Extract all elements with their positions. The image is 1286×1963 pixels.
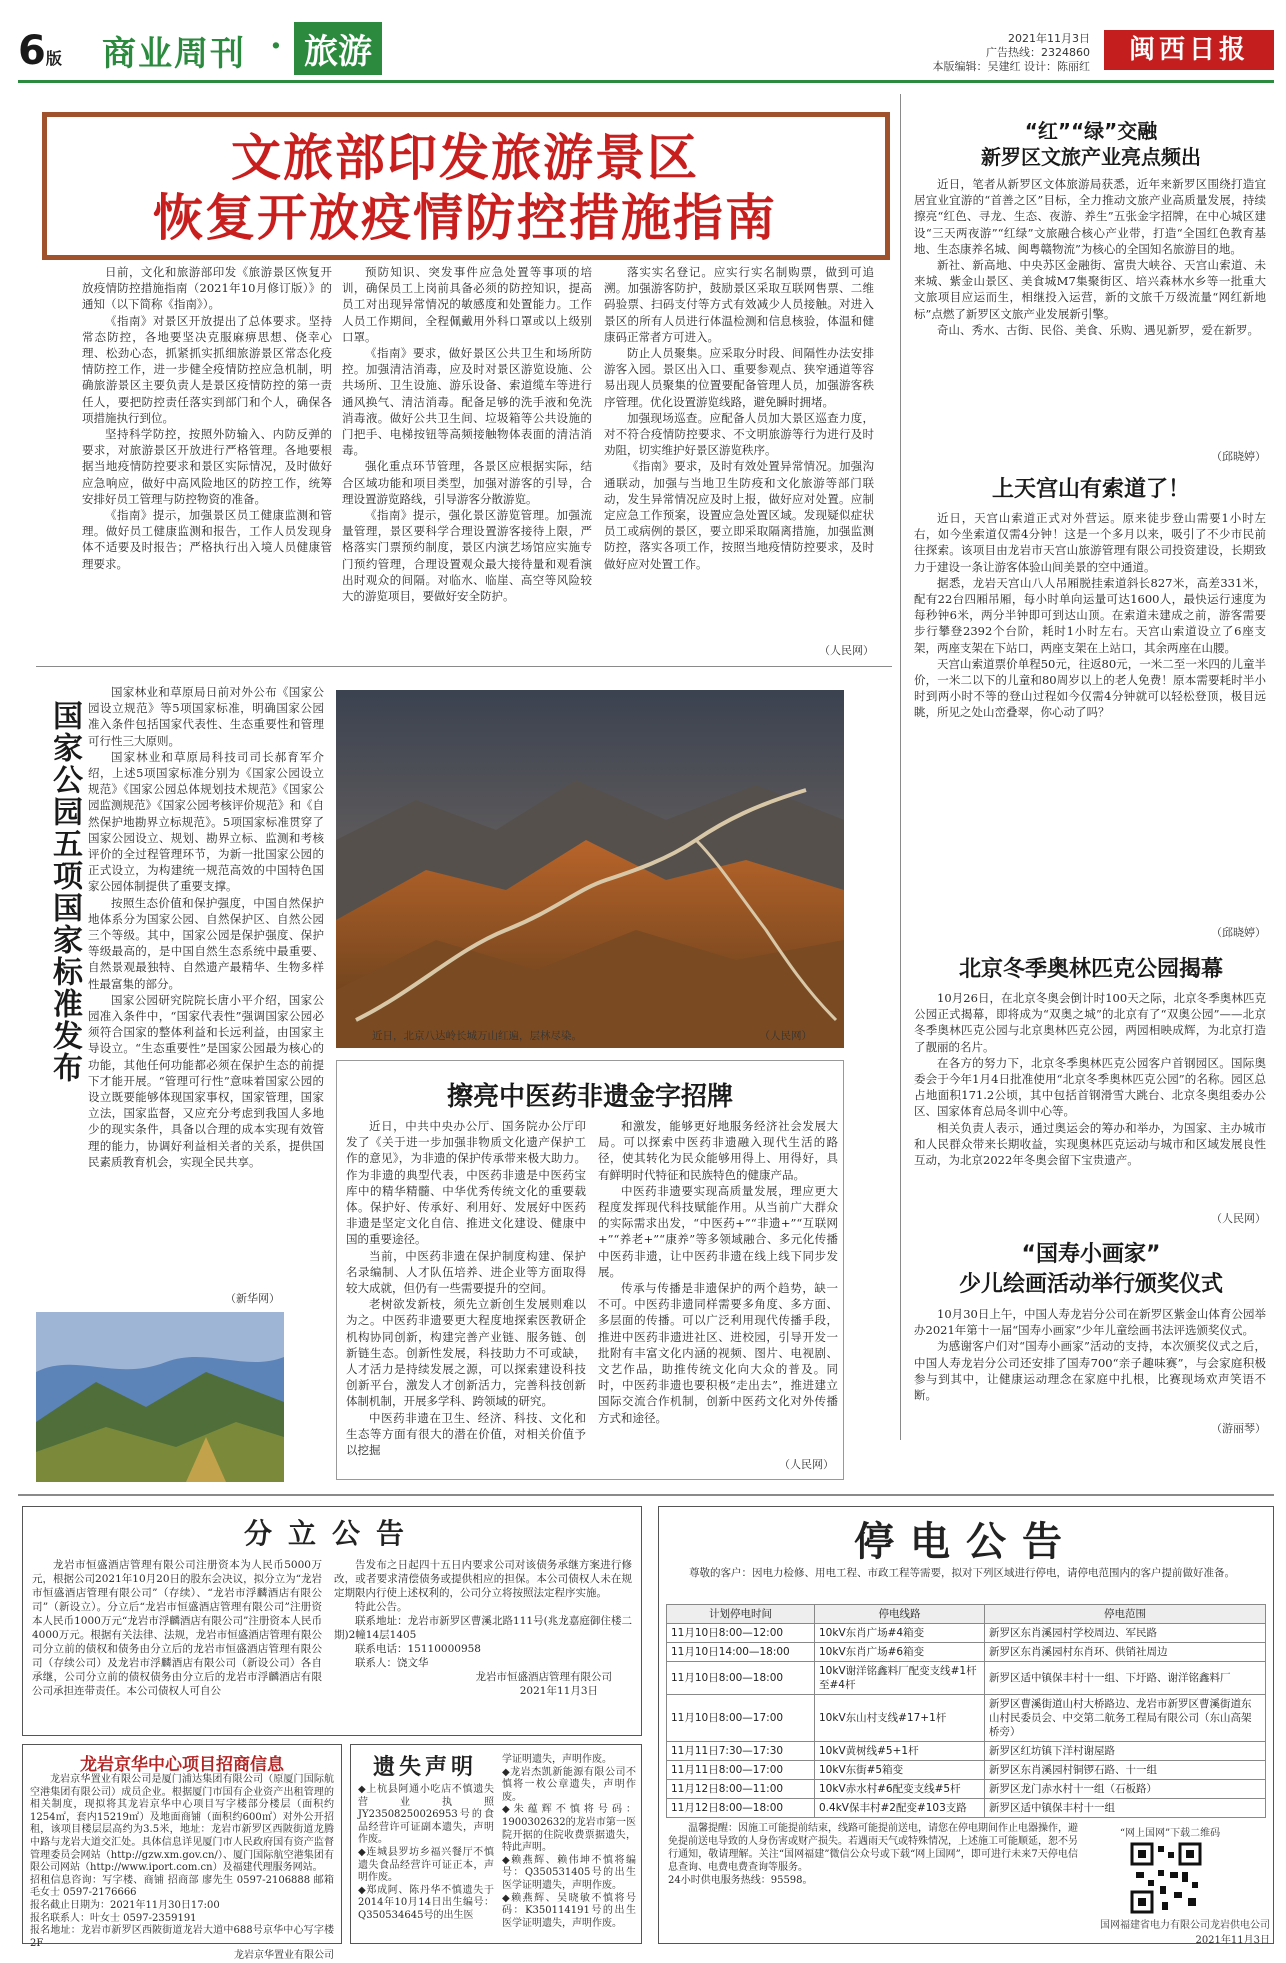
cell-time: 11月10日8:00—17:00	[667, 1695, 815, 1742]
table-row	[667, 1761, 1266, 1780]
feature-col-3: 落实实名登记。应实行实名制购票，做到可追溯。加强游客防护，鼓励景区采取互联网售票、二维码验票、扫码支付等方式有效减少人员接触。对进入景区的所有人员进行体温检测和信息核验，体温和健康码正常者方可进入。 防止人员聚集。应采取分时段、间隔性办法安排游客入园。景区出入口、重要参观点、狭窄通道等容易出现人员聚集的位置要配备管理人员，加强游客秩序管理。优化设置游览线路，避免瞬时拥堵。 加强现场巡查。应配备人员加大景区巡查力度，对不符合疫情防控要求、不文明旅游等行为进行及时劝阻，切实维护好景区游览秩序。 《指南》要求，及时有效处置异常情况。加强沟通联动，加强与当地卫生防疫和文化旅游等部门联动，发生异常情况应及时上报，做好应对处置。应制定应急工作预案，设置应急处置区域。发现疑似症状员工或病例的景区，要立即采取隔离措施，加强监测防控，落实各项工作，按照当地疫情防控要求，及时做好应对处置工作。	[604, 265, 874, 571]
feature-col-2: 预防知识、突发事件应急处置等事项的培训，确保员工上岗前具备必须的防控知识，提高员工对出现异常情况的敏感度和处置能力。工作人员工作期间，全程佩戴用外科口罩或以上级别口罩。 《指南》要求，做好景区公共卫生和场所防控。加强清洁消毒，应及时对景区游览设施、公共场所、卫生设施、游乐设备、索道缆车等进行通风换气、清洁消毒。配备足够的洗手液和免洗消毒液。做好公共卫生间、垃圾箱等公共设施的门把手、电梯按钮等高频接触物体表面的清洁消毒。 强化重点环节管理，各景区应根据实际，结合区域功能和项目类型，加强对游客的引导，合理设置游览路线，引导游客分散游览。 《指南》提示，强化景区游览管理。加强流量管理，景区要科学合理设置游客接待上限，严格落实门票预约制度，景区内演艺场馆应实施专门预约管理，合理设置观众最大接待量和观看演出时观众的间隔。对临水、临崖、高空等风险较大的游览项目，要做好安全防护。	[342, 265, 592, 604]
cell-line: 0.4kV保丰村#2配变#103支路	[815, 1799, 985, 1818]
tcm-col-2: 和激发，能够更好地服务经济社会发展大局。可以探索中医药非遗融入现代生活的路径，使其转化为民众能够用得上、用得好，具有鲜明时代特征和民族特色的健康产品。 中医药非遗要实现高质量发展，理应更大程度发挥现代科技赋能作用。从当前广大群众的实际需求出发，“中医药+”“非遗+”“互联网+”“养老+”“康养”等多领域融合、多元化传播中医药非遗，让中医药非遗在线上线下同步发展。 传承与传播是非遗保护的两个趋势，缺一不可。中医药非遗同样需要多角度、多方面、多层面的传播。可以广泛利用现代传播手段，推进中医药非遗进社区、进校园，引导开发一批附有丰富文化内涵的视频、图片、电视剧、文艺作品，助推传统文化向大众的普及。同时，中医药非遗也要积极“走出去”，推进建立国际交流合作机制，创新中医药文化对外传播方式和途径。	[598, 1119, 838, 1425]
notice-rule	[18, 1494, 1274, 1496]
mountain-photo	[36, 1312, 284, 1482]
article-body-olympic-park: 10月26日，在北京冬奥会倒计时100天之际，北京冬季奥林匹克公园正式揭幕，即将成为“双奥之城”的北京有了“双奥公园”——北京冬季奥林匹克公园与北京奥林匹克公园，两园相映成辉，为北京打造了靓丽的名片。 在各方的努力下，北京冬季奥林匹克公园客户首钢园区。国际奥委会于今年1月4日批准使用“北京冬季奥林匹克公园”的名称。园区总占地面积171.2公顷，其中包括首钢滑雪大跳台、北京冬奥组委办公区、国家体育总局冬训中心等。 相关负责人表示，通过奥运会的筹办和举办，为国家、主办城市和人民群众带来长期收益，实现奥林匹克运动与城市和区域发展良性互动，为北京2022年冬奥会留下宝贵遗产。	[914, 991, 1266, 1168]
article-credit-painter: （游丽琴）	[1211, 1422, 1266, 1435]
cell-area: 新罗区东肖溪园村学校周边、军民路	[985, 1624, 1266, 1643]
table-header: 停电线路	[815, 1605, 985, 1624]
header-rule	[18, 80, 1274, 83]
article-credit-tiangong: （邱晓婷）	[1211, 926, 1266, 939]
newspaper-logo: 闽西日报	[1104, 30, 1274, 70]
issue-date: 2021年11月3日	[1008, 32, 1090, 45]
page-number: 6版	[18, 28, 62, 74]
article-title-tiangong: 上天宫山有索道了！	[991, 477, 1190, 502]
qr-caption: “网上国网”下载二维码	[1119, 1828, 1221, 1839]
cell-line: 10kV东肖广场#6箱变	[815, 1643, 985, 1662]
tcm-col-1: 近日，中共中央办公厅、国务院办公厅印发了《关于进一步加强非物质文化遗产保护工作的意见》，为非遗的保护传承带来极大助力。作为非遗的典型代表，中医药非遗是中医药宝库中的精华精髓、中华优秀传统文化的重要载体。保护好、传承好、利用好、发展好中医药非遗是坚定文化自信、推进文化建设、健康中国的重要途径。 当前，中医药非遗在保护制度构建、保护名录编制、人才队伍培养、进企业等方面取得较大成就，但仍有一些需要提升的空间。 老树欲发新枝，须先立新创生发展则难以为之。中医药非遗要更大程度地探索医教研企机构协同创新，构建完善产业链、服务链、创新链生态。创新性发展，科技助力不可或缺，人才活力是持续发展之源，可以探索建设科技创新平台，激发人才创新活力，完善科技创新体制机制，开展多学科、跨领域的研究。 中医药非遗在卫生、经济、科技、文化和生态等方面有很大的潜在价值，对相关价值予以挖掘	[346, 1119, 586, 1458]
cell-time: 11月10日8:00—18:00	[667, 1662, 815, 1695]
cell-time: 11月11日7:30—17:30	[667, 1742, 815, 1761]
article-credit-redgreen: （邱晓婷）	[1211, 450, 1266, 463]
cell-line: 10kV黄树线#5+1杆	[815, 1742, 985, 1761]
lost-notice-title: 遗失声明	[372, 1755, 477, 1780]
cell-area: 新罗区曹溪街道山村大桥路边、龙岩市新罗区曹溪街道东山村民委员会、中交第二航务工程局有限公司（东山高架桥旁）	[985, 1695, 1266, 1742]
table-row	[667, 1695, 1266, 1742]
cell-area: 新罗区龙门赤水村十一组（石板路）	[985, 1780, 1266, 1799]
feature-title: 文旅部印发旅游景区 恢复开放疫情防控措施指南	[153, 129, 777, 247]
table-header-row	[667, 1605, 1266, 1624]
great-wall-photo	[336, 690, 844, 1048]
editors: 本版编辑：吴建红 设计：陈丽红	[932, 60, 1090, 73]
qr-code-icon	[1130, 1842, 1202, 1914]
lost-notice-col-1: ◆上杭县阿通小吃店不慎遗失营业执照JY23508250026953号的食品经营许可证副本遗失，声明作废。 ◆连城县罗坊乡福兴餐厅不慎遗失食品经营许可证正本，声明作废。 ◆郑成阿、陈丹华不慎遗失于2014年10月14日出生编号：Q350534645号的出生医	[358, 1784, 494, 1921]
table-row	[667, 1643, 1266, 1662]
power-outage-table	[666, 1604, 1266, 1818]
right-column-divider	[900, 94, 901, 1440]
cell-area: 新罗区适中镇保丰村十一组、下圩路、谢洋铭鑫料厂	[985, 1662, 1266, 1695]
article-body-painter: 10月30日上午，中国人寿龙岩分公司在新罗区紫金山体育公园举办2021年第十一届“国寿小画家”少年儿童绘画书法评选颁奖仪式。 为感谢客户们对“国寿小画家”活动的支持，本次颁奖仪式之后，中国人寿龙岩分公司还安排了国寿700“亲子趣味赛”，与会家庭积极参与到其中，让健康运动理念在家庭中扎根，比赛现场欢声笑语不断。	[914, 1307, 1266, 1403]
photo-caption: 近日，北京八达岭长城万山红遍，层林尽染。 （人民网）	[372, 1030, 812, 1042]
section-sub: 旅游	[294, 22, 382, 75]
table-row	[667, 1624, 1266, 1643]
split-notice-col-1: 龙岩市恒盛酒店管理有限公司注册资本为人民币5000万元，根据公司2021年10月20日的股东会决议，拟分立为“龙岩市恒盛酒店管理有限公司”（存续）、“龙岩市浮麟酒店有限公司”（新设立）。分立后“龙岩市恒盛酒店管理有限公司”注册资本人民币1000万元“龙岩市浮麟酒店有限公司”注册资本人民币4000万元。根据有关法律、法规，龙岩市恒盛酒店管理有限公司分立前的债权和债务由分立后的龙岩市恒盛酒店管理有限公司（存续公司）及龙岩市浮麟酒店有限公司（新设公司）各自承继，公司分立前的债权债务由分立后的龙岩市浮麟酒店有限公司承担连带责任。本公司债权人可自公	[32, 1559, 322, 1697]
park-credit: （新华网）	[225, 1292, 280, 1305]
lost-notice-col-2: 学证明遗失，声明作废。 ◆龙岩杰凯新能源有限公司不慎将一枚公章遗失，声明作废。 ◆朱蕴辉不慎将号码：1900302632的龙岩市第一医院开据的住院收费票据遗失，特此声明。 ◆赖燕辉、赖伟坤不慎将编号：Q350531405号的出生医学证明遗失，声明作废。 ◆赖燕辉、吴晓敏不慎将号码：K350114191号的出生医学证明遗失，声明作废。	[502, 1754, 636, 1929]
article-title-olympic-park: 北京冬季奥林匹克公园揭幕	[958, 957, 1223, 982]
feature-col-1: 日前，文化和旅游部印发《旅游景区恢复开放疫情防控措施指南（2021年10月修订版）》的通知（以下简称《指南》）。 《指南》对景区开放提出了总体要求。坚持常态防控，各地要坚决克服麻痹思想、侥幸心理、松劲心态，抓紧抓实抓细旅游景区常态化疫情防控工作，进一步健全疫情防控应急机制，明确旅游景区主要负责人是景区疫情防控的第一责任人，要把防控责任落实到部门和个人，确保各项措施执行到位。 坚持科学防控，按照外防输入、内防反弹的要求，对旅游景区开放进行严格管理。各地要根据当地疫情防控要求和景区实际情况，及时做好应急响应，做好中高风险地区的防控工作，统筹安排好员工管理与防控物资的准备。 《指南》提示，加强景区员工健康监测和管理。做好员工健康监测和报告，工作人员发现身体不适要及时报告；严格执行出入境人员健康管理要求。	[82, 265, 332, 571]
power-notice-title: 停电公告	[854, 1519, 1078, 1565]
project-notice-body: 龙岩京华置业有限公司是厦门浦达集团有限公司（原厦门国际航空港集团有限公司）成员企业。根据厦门市国有企业资产出租管理的相关制度，现拟将其龙岩京华中心项目写字楼部分楼层（面积约1254㎡，套内15219㎡）及地面商铺（面积约600㎡）对外公开招租，该项目楼层层高约为3.5米，地址：龙岩市新罗区西陂街道龙腾中路与龙岩大道交汇处。具体信息详见厦门市人民政府国有资产监督管理委员会网站（http://gzw.xm.gov.cn/）、厦门国际航空港集团有限公司网站（http://www.iport.com.cn）及福建代理服务网站。 招租信息咨询：写字楼、商铺 招商部 廖先生 0597-2106888 邮箱 毛女士 0597-2176666 报名截止日期为：2021年11月30日17:00 报名联系人：叶女士 0597-2359191 报名地址：龙岩市新罗区西陂街道龙岩大道中688号京华中心写字楼2F 龙岩京华置业有限公司	[30, 1774, 334, 1962]
table-row	[667, 1662, 1266, 1695]
article-body-redgreen: 近日，笔者从新罗区文体旅游局获悉，近年来新罗区围绕打造宜居宜业宜游的“首善之区”目标，全力推动文旅产业高质量发展，持续擦亮“红色、寻龙、生态、夜游、养生”五张金字招牌，在中心城区建设“三天两夜游”“红绿”文旅融合核心产业带，打造“全国红色教育基地、生态康养名城、闽粤赣物流”为核心的全国知名旅游目的地。 新社、新高地、中央苏区金融街、富贵大峡谷、天宫山索道、未来城、紫金山景区、美食城M7集聚街区、培兴森林水乡等一批重大文旅项目应运而生，相继投入运营，新的文旅千万级流量“网红新地标”点燃了新罗区文旅产业发展新引擎。 奇山、秀水、古街、民俗、美食、乐购、遇见新罗，爱在新罗。	[914, 177, 1266, 337]
feature-credit: （人民网）	[819, 644, 874, 657]
section-dot: ·	[270, 26, 282, 66]
park-title: 国家公园五项国家标准发布	[47, 700, 82, 1084]
ad-hotline: 广告热线：2324860	[986, 46, 1090, 59]
project-notice-title: 龙岩京华中心项目招商信息	[80, 1755, 284, 1775]
power-notice-intro: 尊敬的客户：因电力检修、用电工程、市政工程等需要，拟对下列区域进行停电，请停电范围内的客户提前做好准备。	[689, 1567, 1235, 1579]
section-name: 商业周刊	[102, 34, 246, 74]
cell-time: 11月10日8:00—12:00	[667, 1624, 815, 1643]
cell-line: 10kV东山村支线#17+1杆	[815, 1695, 985, 1742]
cell-time: 11月11日8:00—17:00	[667, 1761, 815, 1780]
park-body: 国家林业和草原局日前对外公布《国家公园设立规范》等5项国家标准，明确国家公园准入条件包括国家代表性、生态重要性和管理可行性三大原则。 国家林业和草原局科技司司长郝育军介绍，上述5项国家标准分别为《国家公园设立规范》《国家公园总体规划技术规范》《国家公园监测规范》《国家公园考核评价规范》和《自然保护地勘界立标规范》。5项国家标准贯穿了国家公园设立、规划、勘界立标、监测和考核评价的全过程管理环节，为新一批国家公园的正式设立，为构建统一规范高效的中国特色国家公园体制提供了重要支撑。 按照生态价值和保护强度，中国自然保护地体系分为国家公园、自然保护区、自然公园三个等级。其中，国家公园是保护强度、保护等级最高的，是中国自然生态系统中最重要、自然景观最独特、自然遗产最精华、生物多样性最富集的部分。 国家公园研究院院长唐小平介绍，国家公园准入条件中，“国家代表性”强调国家公园必须符合国家的整体利益和长远利益，由国家主导设立。“生态重要性”是国家公园最为核心的功能，其他任何功能都必须在保护生态的前提下才能开展。“管理可行性”意味着国家公园的设立既要能够体现国家事权，国家管理，国家立法，国家监督，又应充分考虑到我国人多地少的现实条件，具备以合理的成本实现有效管理的能力，协调好利益相关者的关系，提供国民素质教育机会，实现全民共享。	[88, 685, 324, 1169]
cell-area: 新罗区适中镇保丰村十一组	[985, 1799, 1266, 1818]
article-title-redgreen: “红”“绿”交融 新罗区文旅产业亮点频出	[981, 119, 1201, 169]
split-notice-title: 分立公告	[243, 1517, 420, 1550]
cell-time: 11月12日8:00—18:00	[667, 1799, 815, 1818]
cell-area: 新罗区红坊镇下洋村谢屋路	[985, 1742, 1266, 1761]
cell-time: 11月10日14:00—18:00	[667, 1643, 815, 1662]
power-notice-tips: 温馨提醒：因施工可能提前结束，线路可能提前送电，请您在停电期间作止电器操作，避免提前送电导致的人身伤害或财产损失。若遇雨天气或特殊情况，上述施工可能顺延，恕不另行通知，敬请理解。关注“国网福建”微信公众号或下载“网上国网”，即可进行未来7天停电信息查询、电费电费查询等服务。 24小时供电服务热线：95598。	[668, 1823, 1078, 1886]
cell-area: 新罗区东肖溪园村东肖环、供销社周边	[985, 1643, 1266, 1662]
article-title-painter: “国寿小画家” 少儿绘画活动举行颁奖仪式	[958, 1242, 1223, 1297]
table-header: 计划停电时间	[667, 1605, 815, 1624]
tcm-credit: （人民网）	[779, 1458, 834, 1471]
feature-bottom-rule	[36, 666, 892, 667]
table-header: 停电范围	[985, 1605, 1266, 1624]
cell-time: 11月12日8:00—11:00	[667, 1780, 815, 1799]
article-body-tiangong: 近日，天宫山索道正式对外营运。原来徒步登山需要1小时左右，如今坐索道仅需4分钟！这是一个多月以来，吸引了不少市民前往探索。该项目由龙岩市天宫山旅游管理有限公司投资建设，长期致力于建设一条让游客体验山间美景的空中通道。 据悉，龙岩天宫山八人吊厢脱挂索道斜长827米，高差331米，配有22台四厢吊厢，每小时单向运量可达1600人，最快运行速度为每秒钟6米，两分半钟即可到达山顶。在索道未建成之前，游客需要步行攀登2392个台阶，耗时1小时左右。天宫山索道设立了6座支架，两座支架在下站口，两座支架在上站口，其余两座在山腰。 天宫山索道票价单程50元，往返80元，一米二至一米四的儿童半价，一米二以下的儿童和80周岁以上的老人免费！原本需要耗时半小时到两小时不等的登山过程如今仅需4分钟就可以轻松登顶，极目远眺，所见之处山峦叠翠，你心动了吗？	[914, 511, 1266, 720]
cell-line: 10kV东街#5箱变	[815, 1761, 985, 1780]
article-credit-olympic-park: （人民网）	[1211, 1212, 1266, 1225]
split-notice-col-2: 告发布之日起四十五日内要求公司对该债务承继方案进行修改，或者要求清偿债务或提供相应的担保。本公司债权人未在规定期限内行使上述权利的，公司分立将按照法定程序实施。 特此公告。 联系地址：龙岩市新罗区曹溪北路111号(兆龙嘉庭御住楼二期)2幢14层1405 联系电话：15110000958 联系人：饶文华 龙岩市恒盛酒店管理有限公司 2021年11月3日	[334, 1559, 632, 1697]
cell-line: 10kV赤水村#6配变支线#5杆	[815, 1780, 985, 1799]
power-notice-sign: 国网福建省电力有限公司龙岩供电公司 2021年11月3日	[1100, 1920, 1270, 1946]
table-row	[667, 1780, 1266, 1799]
cell-line: 10kV东肖广场#4箱变	[815, 1624, 985, 1643]
tcm-title: 擦亮中医药非遗金字招牌	[446, 1082, 733, 1112]
cell-area: 新罗区东肖溪园村铜锣石路、十一组	[985, 1761, 1266, 1780]
table-row	[667, 1799, 1266, 1818]
table-row	[667, 1742, 1266, 1761]
power-outage-table-wrap	[666, 1604, 1266, 1818]
cell-line: 10kV谢洋铭鑫料厂配变支线#1杆至#4杆	[815, 1662, 985, 1695]
